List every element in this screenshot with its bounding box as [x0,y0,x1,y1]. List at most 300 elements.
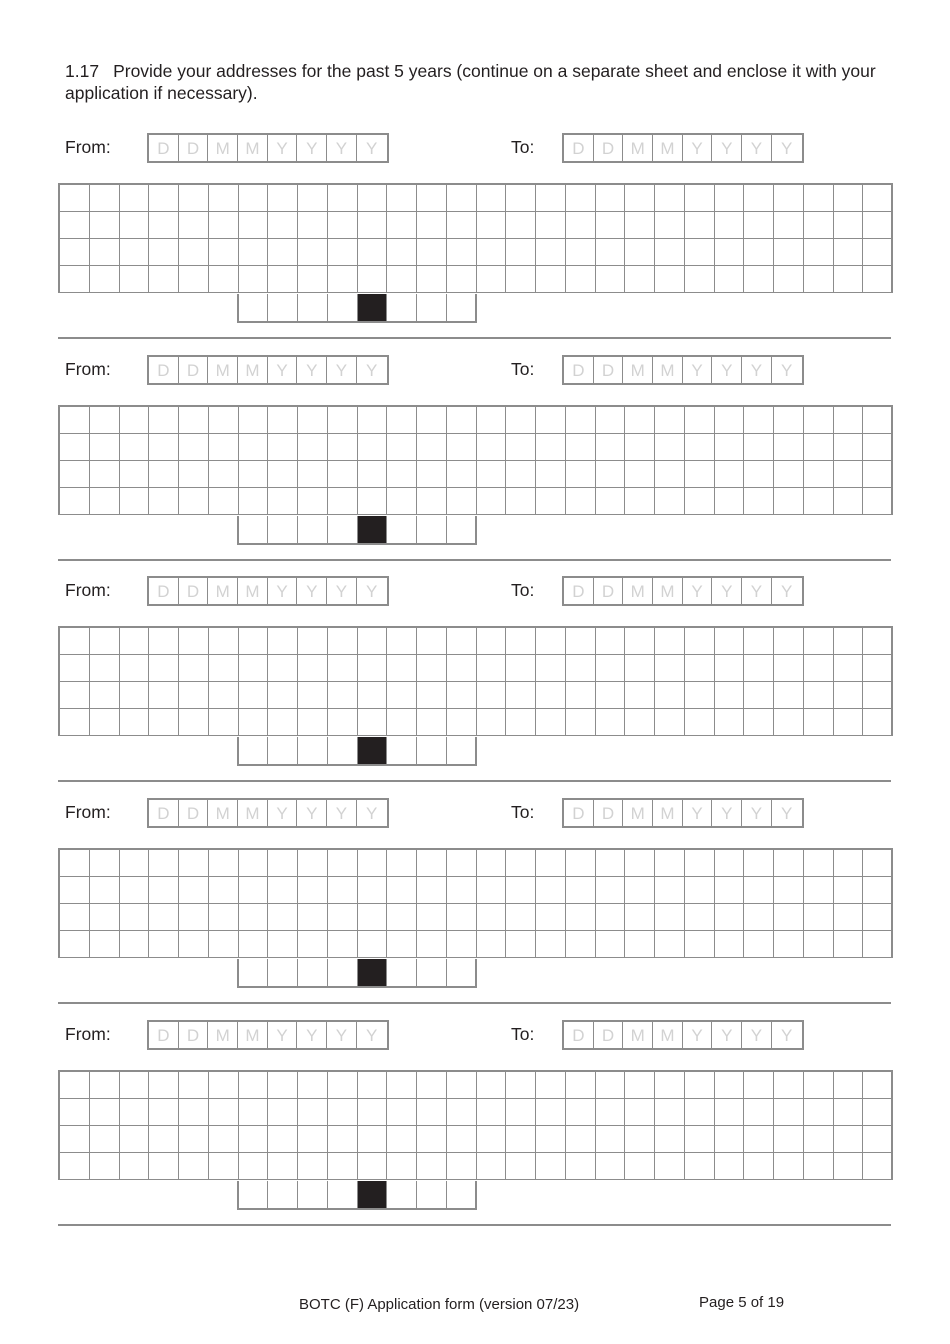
address-char-box[interactable] [477,850,507,877]
date-digit-box[interactable]: D [149,357,179,383]
address-char-box[interactable] [209,628,239,655]
address-char-box[interactable] [536,682,566,709]
date-digit-box[interactable]: D [179,1022,209,1048]
address-char-box[interactable] [120,1099,150,1126]
address-char-box[interactable] [715,850,745,877]
address-char-box[interactable] [268,709,298,736]
postcode-char-box[interactable] [447,737,477,764]
address-character-grid[interactable] [58,848,893,958]
address-char-box[interactable] [685,682,715,709]
address-char-box[interactable] [268,682,298,709]
address-char-box[interactable] [774,407,804,434]
address-char-box[interactable] [417,931,447,958]
address-char-box[interactable] [417,628,447,655]
address-char-box[interactable] [536,904,566,931]
postcode-char-box[interactable] [298,959,328,986]
address-char-box[interactable] [863,407,893,434]
address-char-box[interactable] [328,1126,358,1153]
address-char-box[interactable] [179,682,209,709]
address-char-box[interactable] [655,1099,685,1126]
address-char-box[interactable] [149,904,179,931]
address-char-box[interactable] [685,1072,715,1099]
address-char-box[interactable] [715,1072,745,1099]
address-char-box[interactable] [447,266,477,293]
address-char-box[interactable] [685,1099,715,1126]
address-char-box[interactable] [477,904,507,931]
address-char-box[interactable] [863,488,893,515]
address-char-box[interactable] [863,655,893,682]
address-char-box[interactable] [566,682,596,709]
address-char-box[interactable] [655,682,685,709]
address-character-grid[interactable] [58,405,893,515]
address-char-box[interactable] [149,1072,179,1099]
date-digit-box[interactable]: M [623,800,653,826]
address-char-box[interactable] [447,434,477,461]
address-char-box[interactable] [239,1153,269,1180]
date-digit-box[interactable]: Y [365,804,378,823]
address-char-box[interactable] [744,877,774,904]
address-char-box[interactable] [834,709,864,736]
address-char-box[interactable] [358,655,388,682]
address-char-box[interactable] [834,682,864,709]
address-char-box[interactable] [774,266,804,293]
date-digit-box[interactable]: Y [742,800,772,826]
address-char-box[interactable] [863,1126,893,1153]
address-char-box[interactable] [506,407,536,434]
address-char-box[interactable] [298,904,328,931]
address-char-box[interactable] [834,1099,864,1126]
date-digit-box[interactable]: M [653,135,683,161]
address-char-box[interactable] [774,434,804,461]
postcode-char-box[interactable] [447,1181,477,1208]
address-char-box[interactable] [387,434,417,461]
address-char-box[interactable] [298,266,328,293]
address-char-box[interactable] [60,1099,90,1126]
postcode-char-box[interactable] [447,294,477,321]
address-char-box[interactable] [298,1126,328,1153]
address-char-box[interactable] [655,407,685,434]
address-char-box[interactable] [685,709,715,736]
address-char-box[interactable] [268,434,298,461]
address-char-box[interactable] [239,1126,269,1153]
date-digit-box[interactable]: D [594,135,624,161]
address-char-box[interactable] [268,931,298,958]
address-char-box[interactable] [60,682,90,709]
address-char-box[interactable] [90,266,120,293]
date-digit-box[interactable]: Y [780,139,793,158]
address-char-box[interactable] [596,266,626,293]
address-char-box[interactable] [744,1126,774,1153]
address-char-box[interactable] [804,877,834,904]
address-char-box[interactable] [149,1126,179,1153]
address-char-box[interactable] [417,461,447,488]
address-char-box[interactable] [417,239,447,266]
address-char-box[interactable] [179,709,209,736]
address-char-box[interactable] [506,850,536,877]
date-digit-box[interactable]: M [238,357,268,383]
address-char-box[interactable] [536,1072,566,1099]
address-char-box[interactable] [209,682,239,709]
address-char-box[interactable] [715,212,745,239]
address-char-box[interactable] [536,407,566,434]
address-char-box[interactable] [447,850,477,877]
address-char-box[interactable] [447,709,477,736]
date-digit-box[interactable]: M [238,1022,268,1048]
address-char-box[interactable] [90,931,120,958]
postcode-char-box[interactable] [328,1181,358,1208]
address-char-box[interactable] [417,682,447,709]
postcode-char-box[interactable] [417,737,447,764]
address-char-box[interactable] [774,682,804,709]
address-char-box[interactable] [685,655,715,682]
address-char-box[interactable] [715,931,745,958]
address-char-box[interactable] [506,1126,536,1153]
address-char-box[interactable] [90,709,120,736]
address-char-box[interactable] [387,877,417,904]
address-char-box[interactable] [179,904,209,931]
date-digit-box[interactable]: D [564,800,594,826]
address-char-box[interactable] [685,407,715,434]
address-char-box[interactable] [477,931,507,958]
address-char-box[interactable] [239,931,269,958]
address-char-box[interactable] [596,850,626,877]
postcode-grid[interactable] [237,959,477,988]
address-char-box[interactable] [149,877,179,904]
date-digit-box[interactable]: Y [365,361,378,380]
address-char-box[interactable] [239,850,269,877]
date-digit-box[interactable]: M [653,578,683,604]
date-digit-box[interactable]: M [208,135,238,161]
address-char-box[interactable] [60,434,90,461]
address-char-box[interactable] [60,1126,90,1153]
date-digit-box[interactable]: Y [780,361,793,380]
address-char-box[interactable] [298,655,328,682]
address-char-box[interactable] [90,655,120,682]
address-char-box[interactable] [834,1072,864,1099]
address-char-box[interactable] [209,1099,239,1126]
address-char-box[interactable] [774,655,804,682]
address-char-box[interactable] [477,877,507,904]
address-char-box[interactable] [685,1126,715,1153]
address-char-box[interactable] [268,1153,298,1180]
address-char-box[interactable] [506,655,536,682]
address-char-box[interactable] [506,461,536,488]
address-char-box[interactable] [417,266,447,293]
address-char-box[interactable] [536,655,566,682]
address-character-grid[interactable] [58,1070,893,1180]
address-char-box[interactable] [863,1099,893,1126]
address-char-box[interactable] [417,850,447,877]
address-char-box[interactable] [239,461,269,488]
date-digit-box[interactable]: Y [297,135,327,161]
address-char-box[interactable] [774,628,804,655]
address-char-box[interactable] [744,709,774,736]
address-char-box[interactable] [90,1072,120,1099]
address-char-box[interactable] [774,1099,804,1126]
address-char-box[interactable] [863,212,893,239]
address-char-box[interactable] [387,628,417,655]
address-char-box[interactable] [834,655,864,682]
address-char-box[interactable] [209,1126,239,1153]
address-char-box[interactable] [90,877,120,904]
address-char-box[interactable] [863,850,893,877]
address-char-box[interactable] [596,655,626,682]
address-char-box[interactable] [536,709,566,736]
postcode-char-box[interactable] [328,737,358,764]
postcode-grid[interactable] [237,294,477,323]
address-char-box[interactable] [566,628,596,655]
address-char-box[interactable] [120,461,150,488]
address-char-box[interactable] [387,407,417,434]
address-char-box[interactable] [506,212,536,239]
address-char-box[interactable] [179,628,209,655]
address-char-box[interactable] [655,266,685,293]
address-char-box[interactable] [179,1072,209,1099]
address-char-box[interactable] [417,1072,447,1099]
address-char-box[interactable] [863,434,893,461]
address-char-box[interactable] [625,655,655,682]
address-char-box[interactable] [328,1099,358,1126]
address-char-box[interactable] [358,434,388,461]
address-char-box[interactable] [298,1072,328,1099]
address-char-box[interactable] [358,1099,388,1126]
date-digit-box[interactable]: M [653,357,683,383]
address-char-box[interactable] [120,931,150,958]
address-char-box[interactable] [774,1153,804,1180]
address-char-box[interactable] [239,239,269,266]
address-char-box[interactable] [417,434,447,461]
address-char-box[interactable] [685,1153,715,1180]
address-char-box[interactable] [60,850,90,877]
address-char-box[interactable] [149,931,179,958]
date-digit-box[interactable]: M [208,578,238,604]
address-char-box[interactable] [239,1099,269,1126]
date-digit-box[interactable]: M [623,135,653,161]
address-char-box[interactable] [90,434,120,461]
date-digit-box[interactable]: Y [712,800,742,826]
address-char-box[interactable] [358,185,388,212]
address-char-box[interactable] [447,1153,477,1180]
address-char-box[interactable] [655,212,685,239]
postcode-char-box[interactable] [387,1181,417,1208]
address-char-box[interactable] [477,682,507,709]
address-char-box[interactable] [625,212,655,239]
address-char-box[interactable] [863,877,893,904]
postcode-char-box[interactable] [239,294,269,321]
address-char-box[interactable] [566,488,596,515]
date-digit-box[interactable]: Y [297,1022,327,1048]
address-char-box[interactable] [268,185,298,212]
address-char-box[interactable] [655,1126,685,1153]
address-char-box[interactable] [596,407,626,434]
address-char-box[interactable] [566,1072,596,1099]
address-char-box[interactable] [863,709,893,736]
address-char-box[interactable] [625,877,655,904]
address-char-box[interactable] [149,488,179,515]
address-char-box[interactable] [90,407,120,434]
address-char-box[interactable] [120,212,150,239]
postcode-char-box[interactable] [328,959,358,986]
postcode-char-box[interactable] [268,516,298,543]
address-char-box[interactable] [655,850,685,877]
address-char-box[interactable] [328,904,358,931]
address-char-box[interactable] [625,931,655,958]
address-char-box[interactable] [328,877,358,904]
address-char-box[interactable] [774,239,804,266]
address-char-box[interactable] [179,239,209,266]
address-char-box[interactable] [596,877,626,904]
date-digit-box[interactable]: D [149,1022,179,1048]
address-char-box[interactable] [387,461,417,488]
address-char-box[interactable] [536,1153,566,1180]
date-digit-box[interactable]: Y [712,357,742,383]
address-char-box[interactable] [90,904,120,931]
postcode-grid[interactable] [237,516,477,545]
address-char-box[interactable] [625,682,655,709]
address-char-box[interactable] [744,904,774,931]
from-date-input[interactable] [147,576,389,606]
address-char-box[interactable] [506,1153,536,1180]
address-char-box[interactable] [239,682,269,709]
address-char-box[interactable] [447,212,477,239]
address-char-box[interactable] [358,628,388,655]
address-char-box[interactable] [149,407,179,434]
address-char-box[interactable] [90,461,120,488]
address-char-box[interactable] [149,212,179,239]
address-char-box[interactable] [834,904,864,931]
address-char-box[interactable] [387,488,417,515]
address-char-box[interactable] [774,904,804,931]
address-char-box[interactable] [506,185,536,212]
address-char-box[interactable] [536,461,566,488]
date-digit-box[interactable]: M [208,1022,238,1048]
date-digit-box[interactable]: Y [683,800,713,826]
address-char-box[interactable] [149,850,179,877]
address-char-box[interactable] [268,850,298,877]
address-char-box[interactable] [447,407,477,434]
from-date-input[interactable] [147,355,389,385]
date-digit-box[interactable]: D [179,135,209,161]
address-char-box[interactable] [566,461,596,488]
address-char-box[interactable] [298,212,328,239]
address-char-box[interactable] [387,1126,417,1153]
address-char-box[interactable] [506,434,536,461]
address-char-box[interactable] [328,655,358,682]
date-digit-box[interactable]: D [564,135,594,161]
address-char-box[interactable] [358,212,388,239]
date-digit-box[interactable]: D [149,578,179,604]
address-char-box[interactable] [477,266,507,293]
address-char-box[interactable] [298,628,328,655]
address-char-box[interactable] [298,1153,328,1180]
address-char-box[interactable] [358,682,388,709]
address-char-box[interactable] [536,931,566,958]
address-char-box[interactable] [268,407,298,434]
address-char-box[interactable] [566,1099,596,1126]
address-char-box[interactable] [179,1126,209,1153]
address-char-box[interactable] [149,655,179,682]
date-digit-box[interactable]: M [238,800,268,826]
postcode-char-box[interactable] [298,737,328,764]
address-char-box[interactable] [358,709,388,736]
address-char-box[interactable] [209,850,239,877]
address-char-box[interactable] [417,904,447,931]
address-char-box[interactable] [120,239,150,266]
address-char-box[interactable] [268,1099,298,1126]
address-char-box[interactable] [387,212,417,239]
address-char-box[interactable] [834,877,864,904]
address-char-box[interactable] [477,407,507,434]
address-char-box[interactable] [596,1153,626,1180]
address-char-box[interactable] [715,682,745,709]
address-char-box[interactable] [477,1099,507,1126]
address-char-box[interactable] [179,185,209,212]
address-char-box[interactable] [477,434,507,461]
date-digit-box[interactable]: D [149,135,179,161]
address-char-box[interactable] [804,185,834,212]
address-char-box[interactable] [804,488,834,515]
address-char-box[interactable] [120,850,150,877]
address-char-box[interactable] [863,185,893,212]
address-char-box[interactable] [209,488,239,515]
address-char-box[interactable] [834,212,864,239]
address-char-box[interactable] [774,1126,804,1153]
address-char-box[interactable] [804,931,834,958]
postcode-char-box[interactable] [387,516,417,543]
address-char-box[interactable] [506,239,536,266]
postcode-char-box[interactable] [328,516,358,543]
address-char-box[interactable] [298,488,328,515]
address-char-box[interactable] [358,1072,388,1099]
address-char-box[interactable] [506,931,536,958]
address-char-box[interactable] [358,488,388,515]
address-char-box[interactable] [596,239,626,266]
address-char-box[interactable] [328,931,358,958]
address-char-box[interactable] [298,185,328,212]
postcode-char-box[interactable] [417,959,447,986]
address-char-box[interactable] [566,904,596,931]
date-digit-box[interactable]: Y [297,578,327,604]
address-char-box[interactable] [298,434,328,461]
postcode-char-box[interactable] [387,294,417,321]
address-char-box[interactable] [120,488,150,515]
address-char-box[interactable] [506,1099,536,1126]
date-digit-box[interactable]: Y [365,1026,378,1045]
date-digit-box[interactable]: M [623,357,653,383]
address-char-box[interactable] [179,931,209,958]
address-char-box[interactable] [447,1072,477,1099]
address-char-box[interactable] [566,212,596,239]
address-char-box[interactable] [120,1153,150,1180]
to-date-input[interactable] [562,576,804,606]
address-char-box[interactable] [477,1072,507,1099]
address-char-box[interactable] [655,239,685,266]
date-digit-box[interactable]: Y [268,135,298,161]
address-char-box[interactable] [477,628,507,655]
address-char-box[interactable] [268,488,298,515]
address-char-box[interactable] [804,904,834,931]
address-char-box[interactable] [715,434,745,461]
address-char-box[interactable] [655,931,685,958]
address-char-box[interactable] [834,1126,864,1153]
address-char-box[interactable] [685,628,715,655]
from-date-input[interactable] [147,798,389,828]
address-char-box[interactable] [328,682,358,709]
address-char-box[interactable] [477,488,507,515]
address-char-box[interactable] [655,877,685,904]
address-char-box[interactable] [120,434,150,461]
date-digit-box[interactable]: M [238,578,268,604]
